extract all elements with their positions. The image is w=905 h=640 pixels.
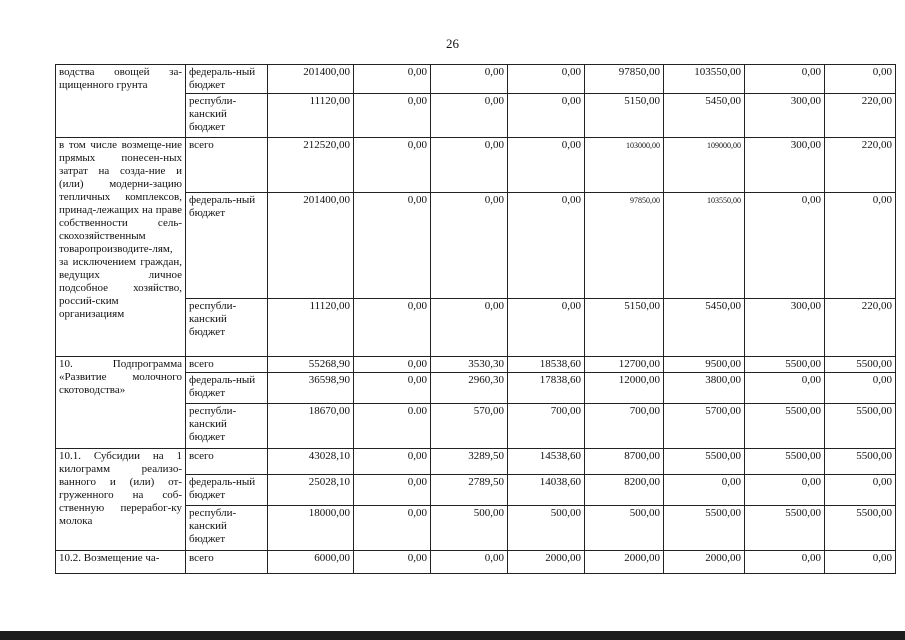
amount-cell: 18670,00 [268,404,354,449]
amount-cell: 300,00 [745,138,825,193]
amount-cell: 201400,00 [268,65,354,94]
amount-cell: 11120,00 [268,299,354,357]
amount-cell: 0,00 [825,65,896,94]
amount-cell: 0,00 [508,94,585,138]
amount-cell: 0,00 [825,551,896,574]
amount-cell: 570,00 [431,404,508,449]
item-description: 10.1. Субсидии на 1 килограмм реализо-ванного и (или) от-груженного на соб-ственную перерабог-ку молока [56,449,186,551]
amount-cell: 700,00 [508,404,585,449]
amount-cell: 9500,00 [664,357,745,373]
amount-cell: 0,00 [745,551,825,574]
amount-cell: 0,00 [508,138,585,193]
amount-cell: 0.00 [354,404,431,449]
amount-cell: 0,00 [431,138,508,193]
amount-cell: 5700,00 [664,404,745,449]
amount-cell: 25028,10 [268,475,354,506]
amount-cell: 0,00 [354,449,431,475]
amount-cell: 5500,00 [745,506,825,551]
amount-cell: 103550,00 [664,65,745,94]
amount-cell: 2000,00 [508,551,585,574]
table-row [56,357,896,373]
amount-cell: 5450,00 [664,299,745,357]
funding-source: республи-канский бюджет [186,299,268,357]
funding-source: федераль-ный бюджет [186,373,268,404]
amount-cell: 97850,00 [585,65,664,94]
funding-source: федераль-ный бюджет [186,193,268,299]
amount-cell: 0,00 [431,193,508,299]
amount-cell: 2789,50 [431,475,508,506]
amount-cell: 220,00 [825,299,896,357]
amount-cell: 220,00 [825,94,896,138]
amount-cell: 0,00 [354,94,431,138]
amount-cell: 0,00 [354,373,431,404]
amount-cell: 0,00 [431,65,508,94]
amount-cell: 14538,60 [508,449,585,475]
amount-cell: 201400,00 [268,193,354,299]
amount-cell: 0,00 [354,138,431,193]
funding-source: всего [186,357,268,373]
amount-cell: 2960,30 [431,373,508,404]
amount-cell: 5500,00 [825,404,896,449]
amount-cell: 36598,90 [268,373,354,404]
amount-cell: 500,00 [585,506,664,551]
amount-cell: 220,00 [825,138,896,193]
amount-cell: 0,00 [745,193,825,299]
amount-cell: 12700,00 [585,357,664,373]
amount-cell: 5500,00 [664,506,745,551]
amount-cell: 500,00 [508,506,585,551]
funding-source: федераль-ный бюджет [186,65,268,94]
amount-cell: 0,00 [354,475,431,506]
amount-cell: 103000,00 [585,138,664,193]
amount-cell: 0,00 [354,551,431,574]
table-row [56,449,896,475]
amount-cell: 0,00 [354,65,431,94]
scan-bottom-edge [0,631,905,640]
amount-cell: 11120,00 [268,94,354,138]
budget-table [55,64,896,574]
funding-source: республи-канский бюджет [186,506,268,551]
funding-source: федераль-ный бюджет [186,475,268,506]
amount-cell: 5500,00 [745,449,825,475]
amount-cell: 3800,00 [664,373,745,404]
amount-cell: 0,00 [745,373,825,404]
amount-cell: 5500,00 [825,357,896,373]
funding-source: всего [186,138,268,193]
amount-cell: 0,00 [508,299,585,357]
amount-cell: 5500,00 [745,404,825,449]
amount-cell: 5150,00 [585,299,664,357]
amount-cell: 0,00 [745,65,825,94]
page-number: 26 [446,36,459,51]
amount-cell: 0,00 [431,551,508,574]
amount-cell: 5450,00 [664,94,745,138]
amount-cell: 8700,00 [585,449,664,475]
amount-cell: 8200,00 [585,475,664,506]
amount-cell: 6000,00 [268,551,354,574]
amount-cell: 3289,50 [431,449,508,475]
amount-cell: 103550,00 [664,193,745,299]
table-body [56,65,896,574]
amount-cell: 300,00 [745,299,825,357]
table-row [56,65,896,94]
table-row [56,138,896,193]
item-description: в том числе возмеще-ние прямых понесен-ных затрат на созда-ние и (или) модерни-зацию тепличных комплексов, принад-лежащих на праве собственности сель-скохозяйственным товаропроизводите-лям, за исключением граждан, ведущих личное подсобное хозяйство, россий-ским организациям [56,138,186,357]
amount-cell: 55268,90 [268,357,354,373]
amount-cell: 2000,00 [585,551,664,574]
amount-cell: 0,00 [354,299,431,357]
amount-cell: 5500,00 [825,506,896,551]
amount-cell: 3530,30 [431,357,508,373]
amount-cell: 0,00 [825,475,896,506]
funding-source: всего [186,551,268,574]
amount-cell: 0,00 [354,193,431,299]
amount-cell: 43028,10 [268,449,354,475]
item-description: водства овощей за-щищенного грунта [56,65,186,138]
amount-cell: 0,00 [354,506,431,551]
table-row [56,551,896,574]
amount-cell: 0,00 [508,65,585,94]
amount-cell: 14038,60 [508,475,585,506]
item-description: 10. Подпрограмма «Развитие молочного скотоводства» [56,357,186,449]
item-description: 10.2. Возмещение ча- [56,551,186,574]
amount-cell: 17838,60 [508,373,585,404]
amount-cell: 700,00 [585,404,664,449]
amount-cell: 12000,00 [585,373,664,404]
amount-cell: 109000,00 [664,138,745,193]
amount-cell: 5500,00 [745,357,825,373]
amount-cell: 97850,00 [585,193,664,299]
amount-cell: 0,00 [825,193,896,299]
amount-cell: 5150,00 [585,94,664,138]
amount-cell: 0,00 [825,373,896,404]
amount-cell: 0,00 [431,94,508,138]
amount-cell: 18000,00 [268,506,354,551]
amount-cell: 212520,00 [268,138,354,193]
amount-cell: 0,00 [508,193,585,299]
amount-cell: 5500,00 [664,449,745,475]
amount-cell: 0,00 [431,299,508,357]
amount-cell: 0,00 [745,475,825,506]
amount-cell: 0,00 [664,475,745,506]
amount-cell: 18538,60 [508,357,585,373]
amount-cell: 300,00 [745,94,825,138]
funding-source: республи-канский бюджет [186,94,268,138]
funding-source: всего [186,449,268,475]
funding-source: республи-канский бюджет [186,404,268,449]
amount-cell: 0,00 [354,357,431,373]
amount-cell: 500,00 [431,506,508,551]
amount-cell: 2000,00 [664,551,745,574]
amount-cell: 5500,00 [825,449,896,475]
